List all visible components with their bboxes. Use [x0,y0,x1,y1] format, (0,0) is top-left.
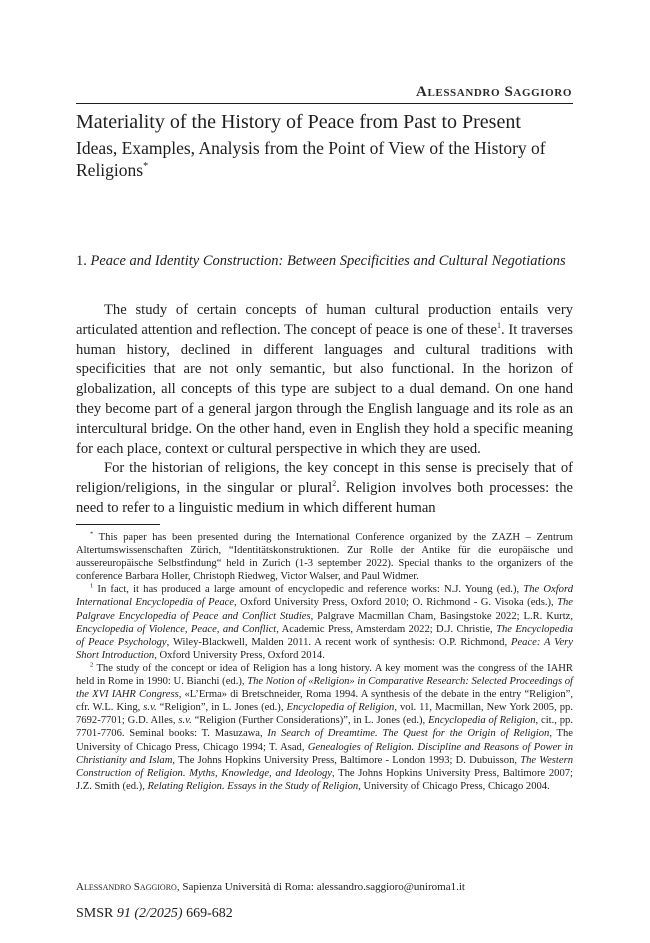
italic-title: The Oxford International Encyclopedia of Peace [76,584,573,609]
journal-reference [76,905,573,923]
text-run: , University of Chicago Press, Chicago 2004. [358,780,550,792]
text-run: “Religion”, in L. Jones (ed.), [156,702,287,714]
body-paragraph [76,459,573,518]
text-run: , vol. 11, Macmillan, New York 2005, pp. 7692-7701; G.D. Alles, [76,702,573,727]
paper-subtitle [76,137,573,181]
journal-pages: 669-682 [186,906,233,921]
text-run: , Oxford University Press, Oxford 2014. [154,649,325,661]
footnote [76,662,573,793]
text-run: , Wiley-Blackwell, Malden 2011. A recent work of synthesis: O.P. Richmond, [166,636,511,648]
italic-title: The Notion of «Religion» in Comparative Research: Selected Proceedings of the XVI IAHR Congress [76,676,573,701]
footnotes [76,531,573,793]
italic-title: s.v. [143,702,157,714]
text-run: , The Johns Hopkins University Press, Baltimore - London 1993; D. Dubuisson, [172,754,521,766]
footnote-mark: 1 [90,582,94,590]
contact-name: Alessandro Saggioro [76,881,177,893]
text-run: The study of the concept or idea of Religion has a long history. A key moment was the congress of the IAHR held in Rome in 1990: U. Bianchi (ed.), [76,662,573,688]
text-run: , cit., pp. 7701-7706. Seminal books: T. Masuzawa, [76,715,573,740]
footnote-ref: 2 [332,479,337,489]
text-run: “Religion (Further Considerations)”, in L. Jones (ed.), [191,715,429,727]
text-run: For the historian of religions, the key concept in this sense is precisely that of religion/religions, in the singular or plural [76,460,573,497]
text-run: , Academic Press, Amsterdam 2022; D.J. Christie, [276,623,497,635]
footnote-ref: 1 [497,320,501,330]
paper-title: Materiality of the History of Peace from Past to Present [76,111,521,133]
footnote-rule [76,524,160,525]
footnote [76,583,573,662]
section-heading [76,251,573,272]
italic-title: The Palgrave Encyclopedia of Peace and Conflict Studies [76,597,573,622]
text-run: , «L’Erma» di Bretschneider, Roma 1994. A synthesis of the debate in the entry “Religion”, cfr. W.L. King, [76,689,573,714]
footnote [76,531,573,583]
body-text [76,301,573,519]
text-run: In fact, it has produced a large amount of encyclopedic and reference works: N.J. Young (ed.), [97,584,524,596]
italic-title: The Western Construction of Religion. Myths, Knowledge, and Ideology [76,754,573,779]
italic-title: Genealogies of Religion. Discipline and Reasons of Power in Christianity and Islam [76,741,573,766]
footnote-mark: 2 [90,661,94,669]
journal-volume: 91 (2/2025) [116,906,183,921]
subtitle-footnote-mark: * [143,161,149,173]
italic-title: The Encyclopedia of Peace Psychology [76,623,573,648]
text-run: , Palgrave Macmillan Cham, Basingstoke 2022; L.R. Kurtz, [310,610,573,622]
body-paragraph [76,301,573,459]
text-run: This paper has been presented during the International Conference organized by the ZAZH – Zentrum Altertumswissenschaften Zürich, “Identitätskonstruktionen. Zur Rolle der Antike für die europäische und aussereuropäische Selbstfindung“ held in Zurich (1-3 september 2022). Special thanks to the organizers of the conference Barbara Holler, Christoph Riedweg, Victor Walser, and Paul Widmer. [76,532,573,583]
title-block [76,110,573,181]
section-number: 1. [76,253,87,269]
text-run: . Religion involves both processes: the need to refer to a linguistic medium in which different human [76,480,573,516]
section-title: Peace and Identity Construction: Between Specificities and Cultural Negotiations [90,253,566,269]
journal-name: SMSR [76,906,114,921]
text-run: . It traverses human history, declined in different languages and cultural traditions with specificities that are not only semantic, but also functional. In the horizon of globalization, all concepts of this type are subject to a dual demand. On one hand they become part of a general jargon through the English language and its role as an intercultural bridge. On the other hand, even in English they hold a specific meaning for each place, context or cultural perspective in which they are used. [76,321,573,457]
header-rule [76,103,573,104]
author-contact [76,880,573,894]
italic-title: Peace: A Very Short Introduction [76,636,573,661]
contact-details: , Sapienza Università di Roma: alessandro.saggioro@uniroma1.it [176,881,465,893]
running-header-author: Alessandro Saggioro [416,84,572,100]
italic-title: Relating Religion. Essays in the Study of Religion [147,780,359,792]
italic-title: In Search of Dreamtime. The Quest for the Origin of Religion [267,728,550,740]
text-run: The study of certain concepts of human cultural production entails very articulated attention and reflection. The concept of peace is one of these [76,302,573,338]
text-run: , The Johns Hopkins University Press, Baltimore 2007; J.Z. Smith (ed.), [76,767,573,792]
footnote-mark: * [90,530,94,538]
italic-title: Encyclopedia of Religion [286,702,395,714]
italic-title: s.v. [178,715,192,727]
italic-title: Encyclopedia of Violence, Peace, and Conflict [76,623,277,635]
text-run: , The University of Chicago Press, Chicago 1994; T. Asad, [76,728,573,753]
subtitle-text: Ideas, Examples, Analysis from the Point of View of the History of Religions [76,138,546,180]
italic-title: Encyclopedia of Religion [428,715,536,727]
text-run: , Oxford University Press, Oxford 2010; O. Richmond - G. Visoka (eds.), [234,597,558,609]
